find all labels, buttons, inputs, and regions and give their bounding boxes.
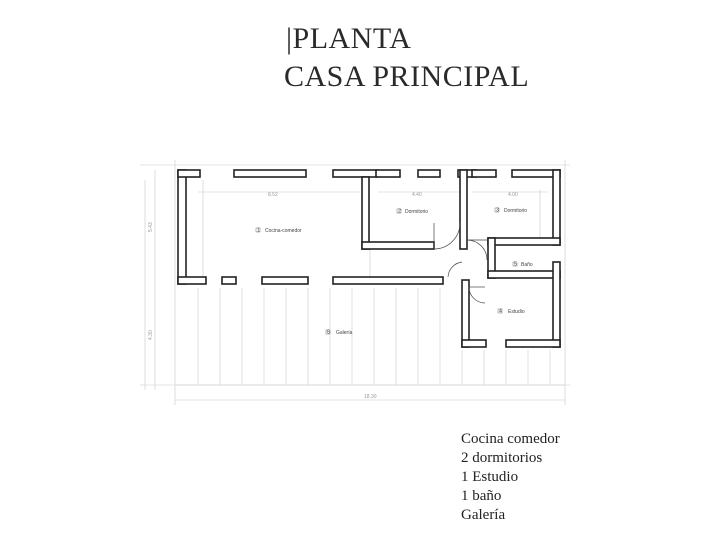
room-1-name: Cocina-comedor [265,228,302,234]
program-summary [461,430,560,525]
room-4-name: Estudio [508,309,525,315]
dim-kitchen-width: 8.52 [268,192,278,198]
walls [178,170,560,347]
room-2-number: 2 [398,208,401,215]
summary-item-bedrooms: 2 dormitorios [461,450,543,466]
room-3-name: Dormitorio [504,208,528,214]
room-6-name: Galería [336,330,353,336]
summary-item-bathroom: 1 baño [461,488,502,504]
dim-left-height-bottom: 4.30 [148,330,154,340]
title-casa-principal: CASA PRINCIPAL [284,60,530,93]
room-3-number: 3 [496,207,499,214]
dim-bed2-width: 4.40 [412,192,422,198]
room-5-name: Baño [521,262,533,268]
summary-item-kitchen: Cocina comedor [461,431,560,447]
galeria-decking [176,288,565,385]
dim-total-width: 18.30 [364,394,377,400]
title-planta: |PLANTA [286,22,412,55]
room-6-number: 6 [327,329,330,336]
room-2-name: Dormitorio [405,209,429,215]
room-1-number: 1 [257,227,260,234]
room-4-number: 4 [499,308,502,315]
summary-item-studio: 1 Estudio [461,469,519,485]
summary-item-gallery: Galería [461,507,506,523]
dim-left-height-top: 5.43 [148,222,154,232]
dim-bed3-width: 4.00 [508,192,518,198]
room-5-number: 5 [514,261,517,268]
